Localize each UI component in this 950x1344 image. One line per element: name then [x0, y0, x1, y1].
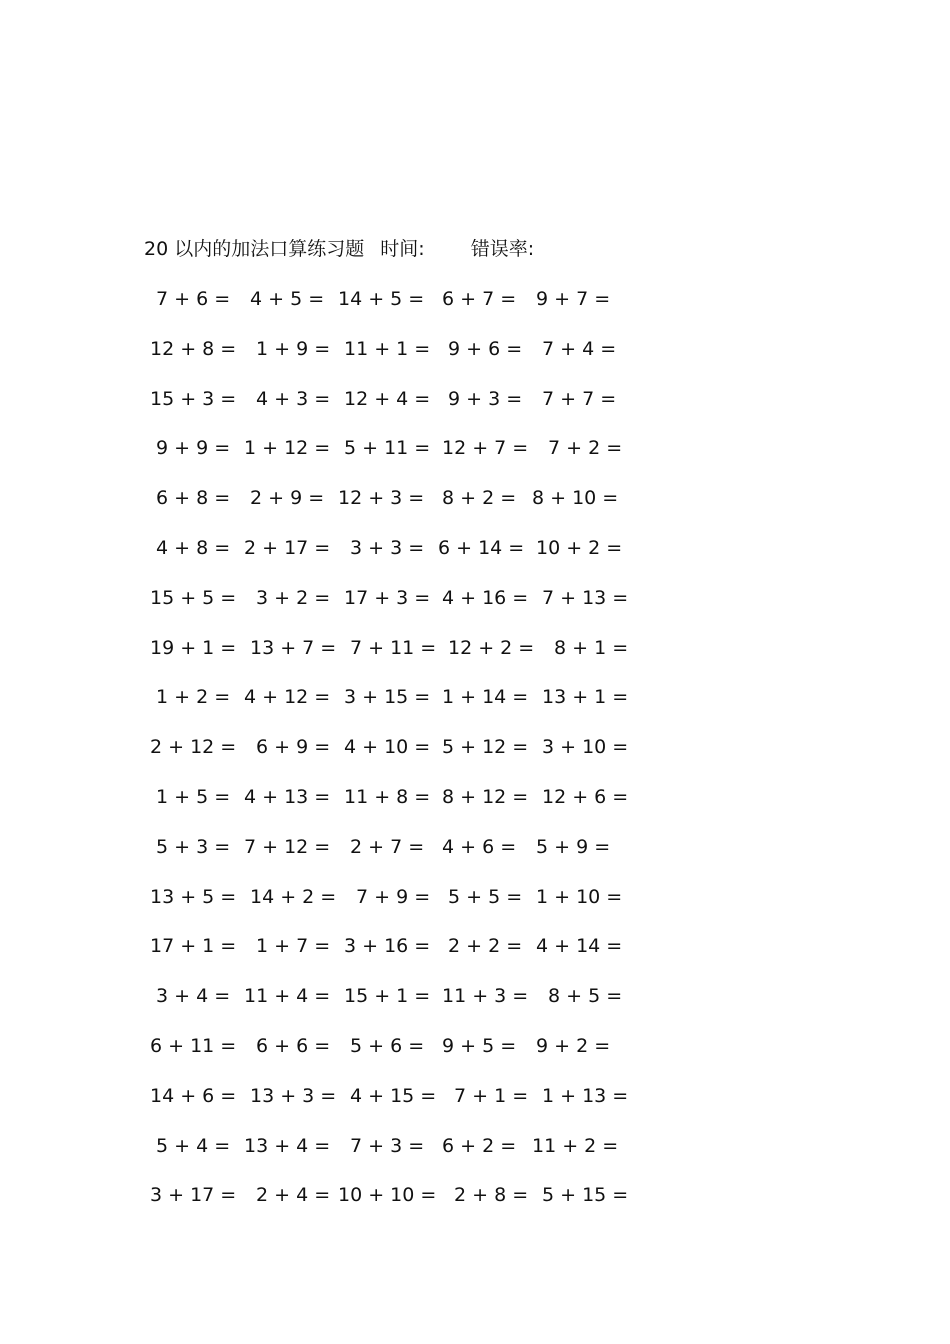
- addition-problem: 9 + 3 =: [448, 387, 523, 410]
- time-label: 时间:: [380, 238, 425, 260]
- addition-problem: 10 + 10 =: [338, 1184, 437, 1207]
- addition-problem: 2 + 2 =: [448, 935, 523, 958]
- addition-problem: 9 + 6 =: [448, 337, 523, 360]
- addition-problem: 7 + 6 =: [156, 288, 231, 310]
- addition-problem: 4 + 3 =: [256, 387, 331, 410]
- addition-problem: 14 + 6 =: [150, 1084, 237, 1107]
- problem-row: [0, 981, 950, 1011]
- addition-problem: 9 + 9 =: [156, 437, 231, 460]
- addition-problem: 15 + 3 =: [150, 387, 237, 410]
- problem-row: [0, 1180, 950, 1210]
- addition-problem: 7 + 9 =: [356, 885, 431, 908]
- addition-problem: 6 + 2 =: [442, 1134, 517, 1157]
- addition-problem: 12 + 8 =: [150, 337, 237, 360]
- addition-problem: 2 + 8 =: [454, 1184, 529, 1207]
- addition-problem: 13 + 7 =: [250, 636, 337, 659]
- addition-problem: 6 + 14 =: [438, 537, 525, 559]
- addition-problem: 1 + 9 =: [256, 337, 331, 360]
- problem-row: [0, 1081, 950, 1111]
- addition-problem: 4 + 14 =: [536, 935, 623, 958]
- addition-problem: 11 + 1 =: [344, 337, 431, 360]
- addition-problem: 1 + 2 =: [156, 686, 231, 709]
- addition-problem: 12 + 4 =: [344, 387, 431, 410]
- addition-problem: 5 + 11 =: [344, 437, 431, 460]
- addition-problem: 11 + 8 =: [344, 786, 431, 808]
- addition-problem: 7 + 3 =: [350, 1134, 425, 1157]
- addition-problem: 12 + 6 =: [542, 786, 629, 808]
- addition-problem: 5 + 15 =: [542, 1184, 629, 1207]
- addition-problem: 6 + 11 =: [150, 1035, 237, 1057]
- addition-problem: 7 + 1 =: [454, 1084, 529, 1107]
- problem-row: [0, 433, 950, 463]
- addition-problem: 7 + 2 =: [548, 437, 623, 460]
- addition-problem: 3 + 4 =: [156, 985, 231, 1008]
- addition-problem: 5 + 4 =: [156, 1134, 231, 1157]
- addition-problem: 4 + 12 =: [244, 686, 331, 709]
- problem-row: [0, 782, 950, 812]
- problem-row: [0, 882, 950, 912]
- addition-problem: 13 + 1 =: [542, 686, 629, 709]
- addition-problem: 4 + 8 =: [156, 537, 231, 559]
- addition-problem: 3 + 16 =: [344, 935, 431, 958]
- addition-problem: 17 + 3 =: [344, 586, 431, 609]
- addition-problem: 7 + 12 =: [244, 835, 331, 858]
- addition-problem: 13 + 4 =: [244, 1134, 331, 1157]
- problem-row: [0, 284, 950, 314]
- addition-problem: 2 + 17 =: [244, 537, 331, 559]
- problem-row: [0, 533, 950, 563]
- addition-problem: 11 + 3 =: [442, 985, 529, 1008]
- problem-row: [0, 583, 950, 613]
- addition-problem: 3 + 17 =: [150, 1184, 237, 1207]
- addition-problem: 2 + 12 =: [150, 736, 237, 759]
- worksheet-title: 20 以内的加法口算练习题: [144, 238, 365, 260]
- addition-problem: 1 + 10 =: [536, 885, 623, 908]
- addition-problem: 4 + 15 =: [350, 1084, 437, 1107]
- addition-problem: 4 + 5 =: [250, 288, 325, 310]
- addition-problem: 7 + 4 =: [542, 337, 617, 360]
- addition-problem: 9 + 2 =: [536, 1035, 611, 1057]
- addition-problem: 13 + 5 =: [150, 885, 237, 908]
- problem-row: [0, 832, 950, 862]
- error-rate-label: 错误率:: [470, 238, 535, 260]
- addition-problem: 4 + 13 =: [244, 786, 331, 808]
- addition-problem: 1 + 14 =: [442, 686, 529, 709]
- problem-row: [0, 1131, 950, 1161]
- addition-problem: 3 + 2 =: [256, 586, 331, 609]
- addition-problem: 8 + 1 =: [554, 636, 629, 659]
- problem-row: [0, 633, 950, 663]
- addition-problem: 7 + 13 =: [542, 586, 629, 609]
- addition-problem: 1 + 7 =: [256, 935, 331, 958]
- addition-problem: 14 + 2 =: [250, 885, 337, 908]
- addition-problem: 5 + 5 =: [448, 885, 523, 908]
- addition-problem: 1 + 13 =: [542, 1084, 629, 1107]
- addition-problem: 12 + 3 =: [338, 487, 425, 510]
- addition-problem: 7 + 11 =: [350, 636, 437, 659]
- addition-problem: 8 + 10 =: [532, 487, 619, 510]
- addition-problem: 9 + 7 =: [536, 288, 611, 310]
- problem-row: [0, 931, 950, 961]
- addition-problem: 13 + 3 =: [250, 1084, 337, 1107]
- addition-problem: 6 + 9 =: [256, 736, 331, 759]
- addition-problem: 11 + 4 =: [244, 985, 331, 1008]
- addition-problem: 3 + 3 =: [350, 537, 425, 559]
- addition-problem: 2 + 4 =: [256, 1184, 331, 1207]
- addition-problem: 14 + 5 =: [338, 288, 425, 310]
- addition-problem: 8 + 2 =: [442, 487, 517, 510]
- addition-problem: 15 + 1 =: [344, 985, 431, 1008]
- addition-problem: 19 + 1 =: [150, 636, 237, 659]
- addition-problem: 5 + 3 =: [156, 835, 231, 858]
- addition-problem: 5 + 6 =: [350, 1035, 425, 1057]
- addition-problem: 6 + 6 =: [256, 1035, 331, 1057]
- problem-row: [0, 334, 950, 364]
- problem-row: [0, 1031, 950, 1061]
- addition-problem: 12 + 2 =: [448, 636, 535, 659]
- addition-problem: 8 + 12 =: [442, 786, 529, 808]
- addition-problem: 10 + 2 =: [536, 537, 623, 559]
- problem-row: [0, 384, 950, 414]
- addition-problem: 1 + 12 =: [244, 437, 331, 460]
- addition-problem: 4 + 16 =: [442, 586, 529, 609]
- addition-problem: 15 + 5 =: [150, 586, 237, 609]
- addition-problem: 3 + 15 =: [344, 686, 431, 709]
- problem-row: [0, 682, 950, 712]
- addition-problem: 6 + 8 =: [156, 487, 231, 510]
- addition-problem: 6 + 7 =: [442, 288, 517, 310]
- addition-problem: 11 + 2 =: [532, 1134, 619, 1157]
- problem-row: [0, 732, 950, 762]
- addition-problem: 2 + 7 =: [350, 835, 425, 858]
- addition-problem: 9 + 5 =: [442, 1035, 517, 1057]
- addition-problem: 1 + 5 =: [156, 786, 231, 808]
- addition-problem: 2 + 9 =: [250, 487, 325, 510]
- addition-problem: 7 + 7 =: [542, 387, 617, 410]
- addition-problem: 4 + 10 =: [344, 736, 431, 759]
- addition-problem: 5 + 12 =: [442, 736, 529, 759]
- addition-problem: 4 + 6 =: [442, 835, 517, 858]
- addition-problem: 12 + 7 =: [442, 437, 529, 460]
- addition-problem: 5 + 9 =: [536, 835, 611, 858]
- addition-problem: 17 + 1 =: [150, 935, 237, 958]
- addition-problem: 3 + 10 =: [542, 736, 629, 759]
- problem-row: [0, 483, 950, 513]
- addition-problem: 8 + 5 =: [548, 985, 623, 1008]
